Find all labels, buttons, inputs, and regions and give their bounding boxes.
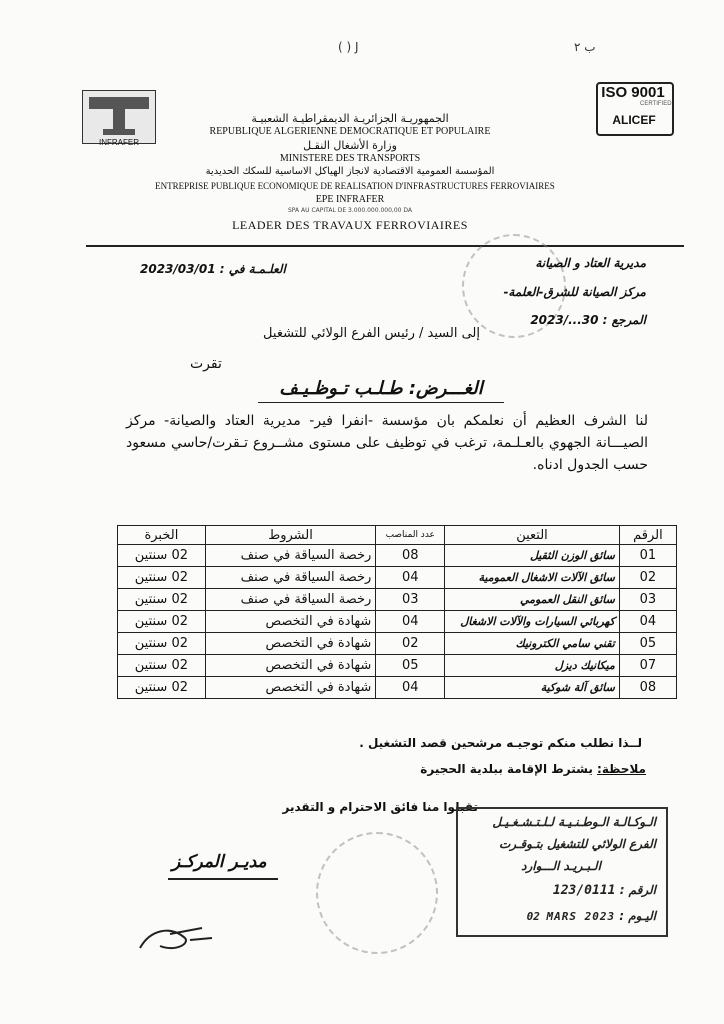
iso-brand: ALICEF <box>612 113 656 127</box>
row-role: سائق الآلات الاشغال العمومية <box>445 567 620 589</box>
stamp-ref <box>466 883 656 898</box>
signature-title: مديـر المركـز <box>172 852 267 872</box>
note <box>420 762 646 776</box>
row-num: 03 <box>619 589 676 611</box>
closing-line: تقبلوا منا فائق الاحترام و التقدير <box>282 800 478 814</box>
row-num: 02 <box>619 567 676 589</box>
col-role-header: التعين <box>445 526 620 545</box>
row-role: تقني سامي الكترونيك <box>445 633 620 655</box>
iso-sub: CERTIFIED <box>640 101 672 107</box>
letter-date: العلـمـة في : 2023/03/01 <box>140 262 286 276</box>
ref-value: 2023/...30 <box>530 313 599 327</box>
row-num: 04 <box>619 611 676 633</box>
header-slogan: LEADER DES TRAVAUX FERROVIAIRES <box>232 218 468 232</box>
round-seal-stamp <box>316 832 438 954</box>
row-condition: شهادة في التخصص <box>205 611 376 633</box>
row-num: 01 <box>619 545 676 567</box>
row-num: 05 <box>619 633 676 655</box>
ref-label: المرجع : <box>602 313 646 327</box>
row-experience: 02 سنتين <box>118 677 206 699</box>
row-experience: 02 سنتين <box>118 611 206 633</box>
row-condition: شهادة في التخصص <box>205 655 376 677</box>
stamp-agency: الـوكـالـة الـوطـنـيـة لـلـتـشـغـيـل <box>492 815 656 829</box>
row-experience: 02 سنتين <box>118 589 206 611</box>
note-text: يشترط الإقامة ببلدية الحجيرة <box>420 762 598 776</box>
table-row <box>118 633 677 655</box>
col-cond-header: الشروط <box>205 526 376 545</box>
signature-underline <box>168 878 278 880</box>
row-count: 08 <box>376 545 445 567</box>
stamp-day <box>466 909 656 923</box>
table-row <box>118 655 677 677</box>
subject-underline <box>258 402 504 403</box>
sender-center: مركز الصيانة للشرق-العلمة- <box>503 285 646 299</box>
table-row <box>118 611 677 633</box>
row-num: 07 <box>619 655 676 677</box>
row-condition: رخصة السياقة في صنف <box>205 545 376 567</box>
header-capital: SPA AU CAPITAL DE 3.000.000.000,00 DA <box>288 207 412 214</box>
request-line: لــذا نطلب منكم توجيـه مرشحين قصد التشغيل . <box>359 736 642 750</box>
row-experience: 02 سنتين <box>118 545 206 567</box>
header-divider <box>86 245 684 247</box>
header-republic-ar: الجمهوريـة الجزائريـة الديمقراطيـة الشعبيـة <box>251 112 449 125</box>
top-mark-left: ( ) J <box>338 40 359 54</box>
table-header-row <box>118 526 677 545</box>
row-count: 03 <box>376 589 445 611</box>
reception-stamp <box>456 807 668 937</box>
header-enterprise-fr: ENTREPRISE PUBLIQUE ECONOMIQUE DE REALISATION D'INFRASTRUCTURES FERROVIAIRES <box>155 181 555 191</box>
stamp-day-label: اليـوم : <box>619 909 656 923</box>
row-role: كهربائي السيارات والآلات الاشغال <box>445 611 620 633</box>
table-row <box>118 589 677 611</box>
header-ministry-fr: MINISTERE DES TRANSPORTS <box>279 153 421 164</box>
col-exp-header: الخبرة <box>118 526 206 545</box>
row-condition: رخصة السياقة في صنف <box>205 589 376 611</box>
stamp-incoming: الـبـريـد الـــوارد <box>521 859 601 873</box>
row-role: سائق آلة شوكية <box>445 677 620 699</box>
row-role: سائق النقل العمومي <box>445 589 620 611</box>
row-count: 04 <box>376 677 445 699</box>
row-condition: رخصة السياقة في صنف <box>205 567 376 589</box>
stamp-ref-label: الرقم : <box>619 883 656 897</box>
note-label: ملاحظة: <box>597 762 646 776</box>
row-count: 02 <box>376 633 445 655</box>
header-ministry-ar: وزارة الأشغال النقـل <box>303 139 397 152</box>
recipient-city: تقرت <box>190 356 222 372</box>
col-count-header: عدد المناصب <box>376 526 445 545</box>
stamp-day-value: 02 MARS 2023 <box>526 910 616 923</box>
row-count: 04 <box>376 567 445 589</box>
header-epe: EPE INFRAFER <box>315 194 385 205</box>
row-role: ميكانيك ديزل <box>445 655 620 677</box>
row-count: 04 <box>376 611 445 633</box>
top-mark-right: ب ۲ <box>574 40 596 54</box>
table-row <box>118 545 677 567</box>
row-count: 05 <box>376 655 445 677</box>
table-row <box>118 677 677 699</box>
positions-table <box>117 525 677 699</box>
iso-label: ISO 9001 <box>601 84 665 101</box>
row-experience: 02 سنتين <box>118 633 206 655</box>
col-num-header: الرقم <box>619 526 676 545</box>
sender-reference <box>530 313 646 327</box>
row-experience: 02 سنتين <box>118 655 206 677</box>
handwritten-signature <box>130 910 220 960</box>
row-condition: شهادة في التخصص <box>205 677 376 699</box>
stamp-ref-value: 123/0111 <box>552 883 616 898</box>
stamp-branch: الفرع الولائي للتشغيل بتـوقـرت <box>498 837 656 851</box>
subject: الغـــرض: طـلـب تـوظـيـف <box>279 378 483 399</box>
body-paragraph: لنا الشرف العظيم أن نعلمكم بان مؤسسة -انفرا فير- مديرية العتاد والصيانة- مركز الصيـــانة الجهوي بالعـلـمة، ترغب في توظيف على مستوى مشــروع تـقرت/حاسي مسعود حسب الجدول ادناه. <box>126 413 648 473</box>
row-condition: شهادة في التخصص <box>205 633 376 655</box>
header-republic-fr: REPUBLIQUE ALGERIENNE DEMOCRATIQUE ET POPULAIRE <box>209 126 491 137</box>
table-row <box>118 567 677 589</box>
logo-caption: INFRAFER <box>99 138 139 147</box>
row-num: 08 <box>619 677 676 699</box>
sender-directorate: مديرية العتاد و الصيانة <box>535 256 646 270</box>
header-enterprise-ar: المؤسسة العمومية الاقتصادية لانجاز الهياكل الاساسية للسكك الحديدية <box>205 166 495 177</box>
row-experience: 02 سنتين <box>118 567 206 589</box>
row-role: سائق الوزن الثقيل <box>445 545 620 567</box>
recipient: إلى السيد / رئيس الفرع الولائي للتشغيل <box>263 326 480 341</box>
